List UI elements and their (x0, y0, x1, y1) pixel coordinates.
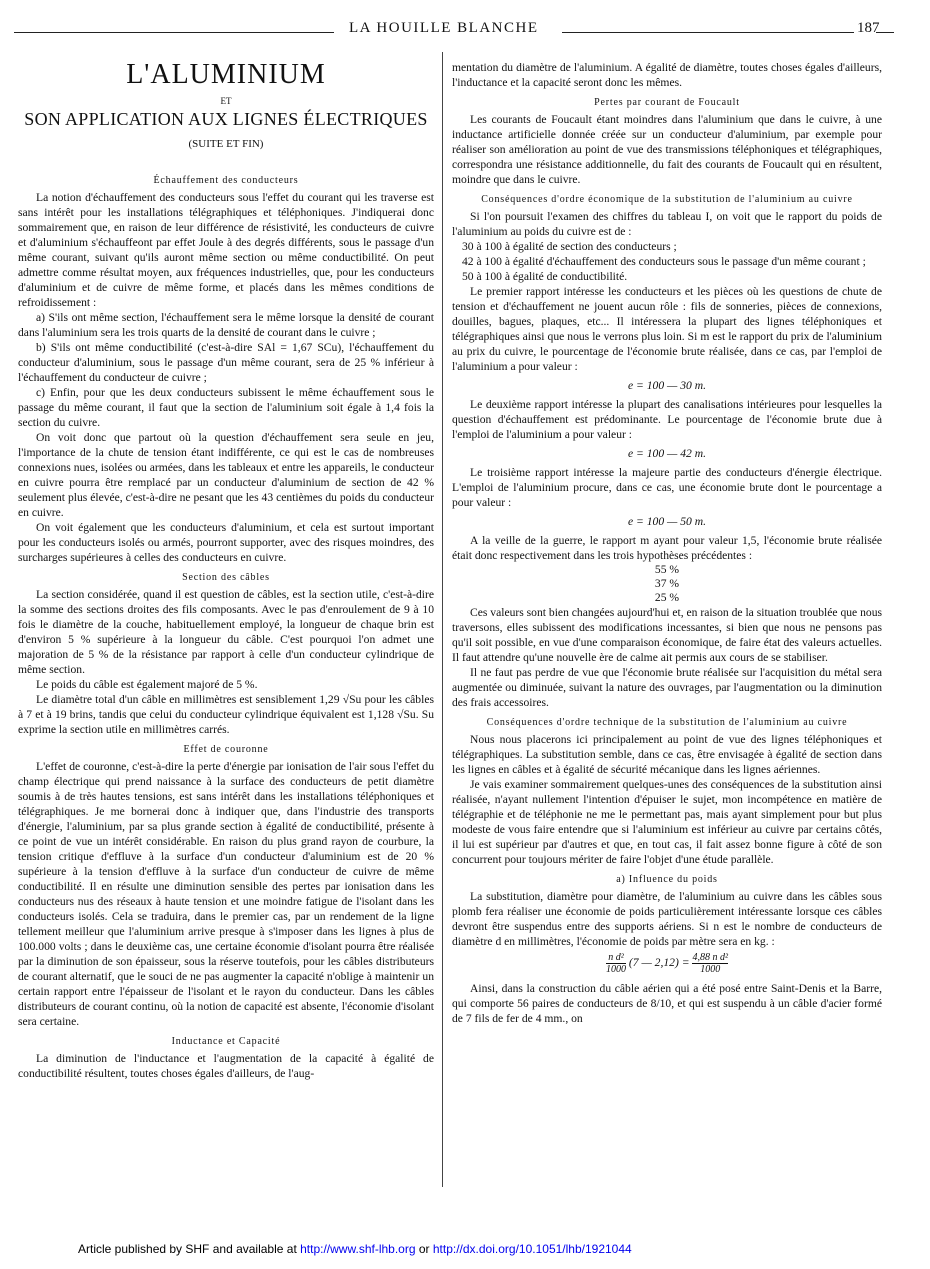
paragraph: Le poids du câble est également majoré de 5 %. (36, 678, 258, 691)
footer-text: or (415, 1242, 433, 1256)
paragraph: a) S'ils ont même section, l'échauffement sera le même lorsque la densité de courant dans l'aluminium sera les trois quarts de la densité de courant dans le cuivre ; (18, 311, 434, 339)
article-subtitle: SON APPLICATION AUX LIGNES ÉLECTRIQUES (24, 109, 428, 129)
fraction (692, 952, 728, 975)
section-heading: Effet de couronne (183, 744, 269, 755)
paragraph: b) S'ils ont même conductibilité (c'est-à-dire SAl = 1,67 SCu), l'échauffement du conducteur d'aluminium, sous le passage d'un même courant, sera de 25 % inférieur à l'échauffement du conducteur de cuivre ; (18, 341, 434, 384)
paragraph: Les courants de Foucault étant moindres dans l'aluminium que dans le cuivre, à une inductance artificielle donnée créée sur un conducteur d'aluminium, par exemple pour réaliser son amélioration au point de vue des transmissions téléphoniques et télégraphiques, correspondra une résistance additionnelle, du fait des courants de Foucault qui en résultent, moindre que dans le cuivre. (452, 113, 882, 186)
section-heading: Pertes par courant de Foucault (594, 97, 740, 108)
paragraph: La section considérée, quand il est question de câbles, est la section utile, c'est-à-dire la somme des sections droites des fils composants. Avec le pas d'enroulement de 9 à 10 fois le diamètre de la couche, habituellement employé, la longueur de chaque brin est d'environ 5 % supérieure à la longueur du câble. C'est pourquoi l'on admet une majoration de 5 % de la résistance par rapport à celle d'un conducteur cylindrique de même section. (18, 588, 434, 676)
paragraph: La diminution de l'inductance et l'augmentation de la capacité à égalité de conductibilité résultent, toutes choses égales d'ailleurs, de l'aug- (18, 1052, 434, 1080)
header-rule-left (14, 32, 334, 33)
column-divider (442, 52, 443, 1187)
ratio-list (452, 239, 882, 284)
paragraph: Si l'on poursuit l'examen des chiffres du tableau I, on voit que le rapport du poids de l'aluminium au poids du cuivre est de : (452, 210, 882, 238)
left-column (18, 52, 434, 1081)
shf-link[interactable]: http://www.shf-lhb.org (300, 1242, 416, 1256)
formula: e = 100 — 30 m. (627, 379, 707, 392)
paragraph: Nous nous placerons ici principalement au point de vue des lignes téléphoniques et télégraphiques. La substitution semble, dans ce cas, être envisagée à égalité de section dans les lignes en câbles et à égalité de sécurité mécanique dans les lignes aériennes. (452, 733, 882, 776)
fraction-denominator: 1000 (700, 964, 721, 975)
percent-value: 37 % (654, 577, 680, 590)
footer (78, 1242, 632, 1256)
weight-formula (452, 952, 882, 975)
journal-name: LA HOUILLE BLANCHE (349, 20, 539, 36)
paragraph: A la veille de la guerre, le rapport m ayant pour valeur 1,5, l'économie brute réalisée était donc respectivement dans les trois hypothèses précédentes : (452, 534, 882, 562)
section-heading: Échauffement des conducteurs (153, 175, 299, 186)
article-et: ET (220, 96, 232, 106)
paragraph: Le deuxième rapport intéresse la plupart des canalisations intérieures pour lesquelles la question d'échauffement est prédominante. Le pourcentage de l'économie brute due à l'emploi de l'aluminium a pour valeur : (452, 398, 882, 441)
list-item: 50 à 100 à égalité de conductibilité. (462, 270, 628, 283)
fraction (606, 952, 626, 975)
right-column (452, 60, 882, 1026)
header-rule-end (876, 32, 894, 33)
percent-value: 55 % (654, 563, 680, 576)
paragraph: On voit également que les conducteurs d'aluminium, et cela est surtout important pour les conducteurs isolés ou armés, pourront supporter, avec des risques moindres, des surcharges supérieures à celles des conducteurs en cuivre. (18, 521, 434, 564)
doi-link[interactable]: http://dx.doi.org/10.1051/lhb/1921044 (432, 1242, 632, 1256)
section-heading: Inductance et Capacité (171, 1036, 281, 1047)
footer-text: Article published by SHF and available at (78, 1242, 301, 1256)
paragraph: Je vais examiner sommairement quelques-unes des conséquences de la substitution ainsi réalisée, n'ayant nullement l'intention d'épuiser le sujet, mon incompétence en matière de télégraphie et de téléphonie ne me le permettant pas, mais ayant simplement pour but plus modeste de vous faire entendre que si l'aluminium est inférieur au cuivre par certains côtés, il lui est supérieur par d'autres et que, en tout cas, il fait assez bonne figure à côté de son concurrent pour toujours mériter de faire l'objet d'une étude parallèle. (452, 778, 882, 866)
paragraph: La substitution, diamètre pour diamètre, de l'aluminium au cuivre dans les câbles sous plomb fera réaliser une économie de poids particulièrement intéressante lorsque ces câbles devront être suspendus entre des supports aériens. Si n est le nombre de conducteurs de diamètre d en millimètres, l'économie de poids par mètre sera en kg. : (452, 890, 882, 948)
paragraph: Il ne faut pas perdre de vue que l'économie brute réalisée sur l'acquisition du métal sera augmentée ou diminuée, suivant la nature des ouvrages, par l'augmentation ou la diminution des frais accessoires. (452, 666, 882, 709)
page-number: 187 (857, 20, 880, 36)
formula: e = 100 — 42 m. (627, 447, 707, 460)
paragraph: Ainsi, dans la construction du câble aérien qui a été posé entre Saint-Denis et la Barre, qui comporte 56 paires de conducteurs de 8/10, et qui est suspendu à un câble d'acier formé de 7 fils de fer de 4 mm., on (452, 982, 882, 1025)
paragraph: L'effet de couronne, c'est-à-dire la perte d'énergie par ionisation de l'air sous l'effet du champ électrique qui prend naissance à la surface des conducteurs de petit diamètre soumis à de très hautes tensions, est sans intérêt dans les installations téléphoniques et télégraphiques. Je me bornerai donc à indiquer que, dans l'industrie des transports d'énergie, l'aluminium, par sa plus grande section à égalité de conductibilité, présente à ce point de vue un intérêt considérable. En raison du plus grand rayon de courbure, la tension critique d'effluve à la surface d'un conducteur d'aluminium est de 20 % supérieure à la tension d'effluve à la surface d'un conducteur de cuivre de même conductibilité. Il en résulte une diminution sensible des pertes par ionisation dans les conducteurs nus des réseaux à haute tension et une moindre fatigue de l'isolant dans les conducteurs isolés. Cela se traduira, dans le premier cas, par un rendement de la ligne tellement meilleur que l'aluminium arrive presque à s'imposer dans les lignes à plus de 100.000 volts ; dans le deuxième cas, une certaine économie d'isolant pourra être réalisée par la diminution de son épaisseur, sous la réserve toutefois, pour les câbles distributeurs de courant alternatif, que le souci de ne pas augmenter la capacité n'oblige à maintenir un certain rapport entre l'épaisseur de l'isolant et le rayon du conducteur. Dans les câbles distributeurs de courant continu, où la notion de capacité est absente, l'économie d'isolant sera certaine. (18, 760, 434, 1028)
section-heading: Conséquences d'ordre économique de la substitution de l'aluminium au cuivre (481, 194, 853, 205)
paragraph: Le diamètre total d'un câble en millimètres est sensiblement 1,29 √Su pour les câbles à 7 et à 19 brins, tandis que celui du conducteur cylindrique équivalent est 1,128 √Su. Su exprime la section utile en millimètres carrés. (18, 693, 434, 736)
page-header (14, 20, 894, 42)
article-suite: (SUITE ET FIN) (188, 138, 264, 150)
paragraph: c) Enfin, pour que les deux conducteurs subissent le même échauffement sous le passage du même courant, il faut que la section de l'aluminium soit égale à 1,4 fois la section du cuivre. (18, 386, 434, 429)
section-heading: Conséquences d'ordre technique de la substitution de l'aluminium au cuivre (486, 717, 848, 728)
paragraph: On voit donc que partout où la question d'échauffement sera seule en jeu, l'importance de la chute de tension étant indifférente, ce qui est le cas de nombreuses connexions nues, isolées ou armées, dans les tableaux et entre les appareils, le conducteur en cuivre pourra être remplacé par un conducteur d'aluminium de section de 42 % seulement plus élevée, c'est-à-dire ne pesant que les 43 centièmes du poids du conducteur en cuivre. (18, 431, 434, 519)
fraction-numerator: n d² (606, 952, 626, 964)
percent-value: 25 % (654, 591, 680, 604)
formula: e = 100 — 50 m. (627, 515, 707, 528)
paragraph: Le premier rapport intéresse les conducteurs et les pièces où les questions de chute de tension et d'échauffement ne jouent aucun rôle : fils de sonneries, pièces de connexions, douilles, bagues, plaques, etc... Il intéressera la plupart des lignes téléphoniques et télégraphiques ainsi que nous le verrons plus loin. Si m est le rapport du prix de l'aluminium au prix du cuivre, le pourcentage de l'économie brute réalisée, dans ce cas, par l'emploi de l'aluminium a pour valeur : (452, 285, 882, 373)
header-rule-right (562, 32, 854, 33)
list-item: 42 à 100 à égalité d'échauffement des conducteurs sous le passage d'un même courant ; (462, 255, 866, 268)
paragraph: Le troisième rapport intéresse la majeure partie des conducteurs d'énergie électrique. L'emploi de l'aluminium procure, dans ce cas, une économie brute dont le pourcentage a pour valeur : (452, 466, 882, 509)
list-item: 30 à 100 à égalité de section des conducteurs ; (462, 240, 677, 253)
paragraph: La notion d'échauffement des conducteurs sous l'effet du courant qui les traverse est sans intérêt pour les installations télégraphiques et téléphoniques. J'indiquerai donc sommairement que, en raison de leur différence de résistivité, les conducteurs de cuivre et d'aluminium s'échauffeont par effet Joule à des degrés différents, sous le passage d'un même courant, suivant qu'ils auront même section ou même conductibilité. On peut admettre comme résultat moyen, aux fréquences industrielles, que, pour les conducteurs d'aluminium et de cuivre de même forme, et placés dans les mêmes conditions de refroidissement : (18, 191, 434, 309)
section-heading: Section des câbles (182, 572, 270, 583)
paragraph: Ces valeurs sont bien changées aujourd'hui et, en raison de la situation troublée que nous traversons, elles subissent des modifications incessantes, si bien que nous ne pensons pas qu'il soit possible, en vue d'une comparaison économique, de faire état des valeurs actuelles. Il faut attendre qu'une nouvelle ère de calme ait permis aux cours de se stabiliser. (452, 606, 882, 664)
section-heading: a) Influence du poids (616, 874, 718, 885)
formula-middle: (7 — 2,12) = (628, 956, 690, 970)
paragraph: mentation du diamètre de l'aluminium. A égalité de diamètre, toutes choses égales d'ailleurs, l'inductance et la capacité seront donc les mêmes. (452, 61, 882, 89)
article-title: L'ALUMINIUM (126, 59, 326, 90)
fraction-denominator: 1000 (606, 964, 627, 975)
fraction-numerator: 4,88 n d² (692, 952, 728, 963)
